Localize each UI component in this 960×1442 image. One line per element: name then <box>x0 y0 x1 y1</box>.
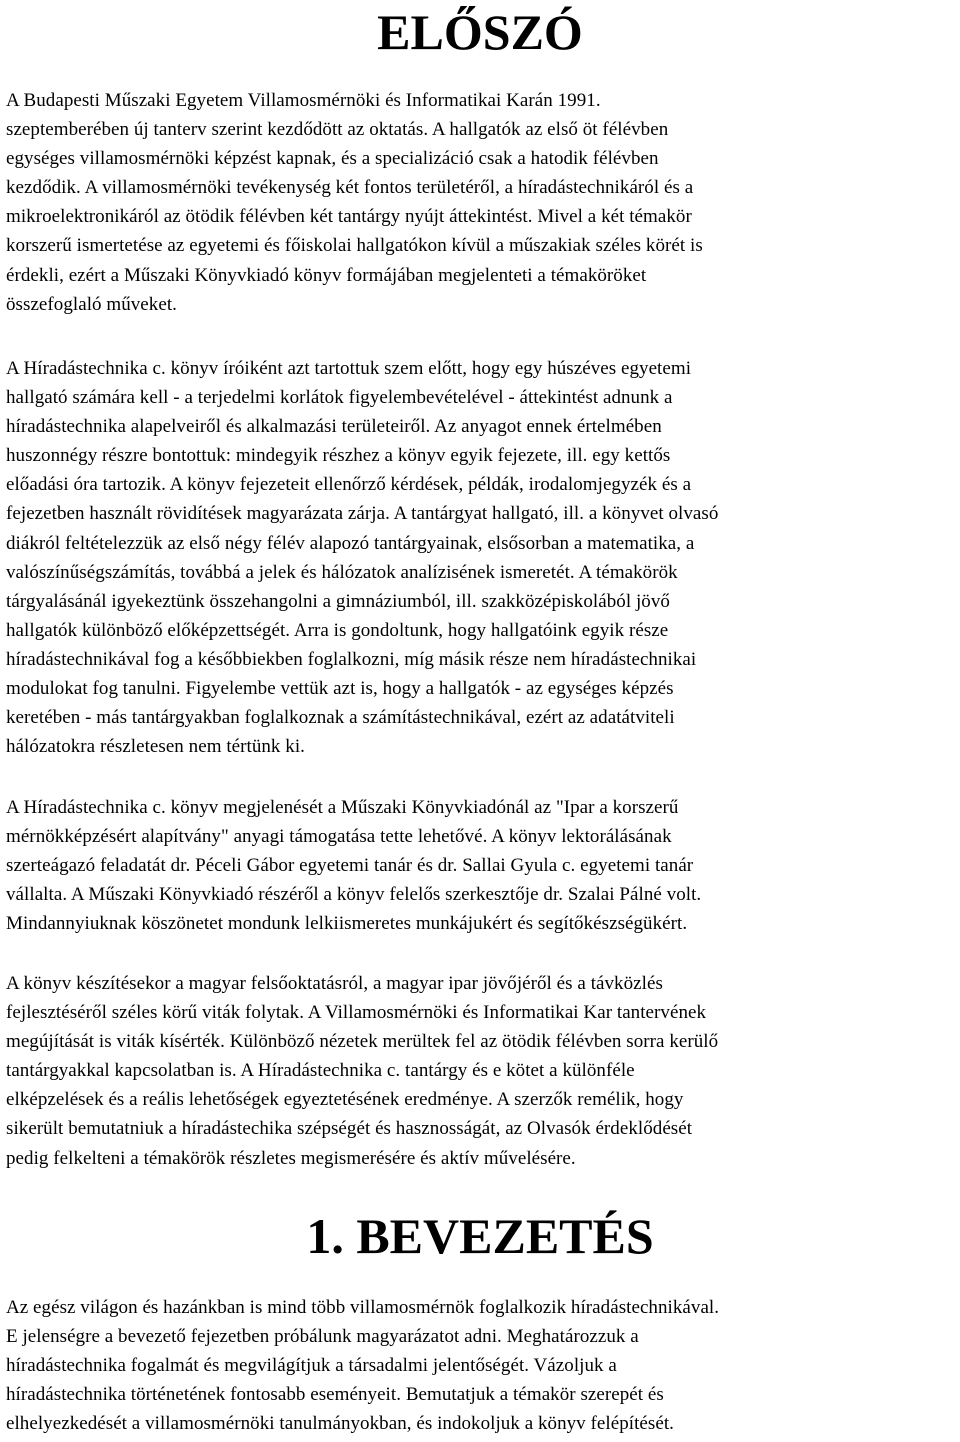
preface-paragraph-1: A Budapesti Műszaki Egyetem Villamosmérnöki és Informatikai Karán 1991. szeptemberében új tanterv szerint kezdődött az oktatás. A hallgatók az első öt félévben egységes villamosmérnöki képzést kapnak, és a specializáció csak a hatodik félévben kezdődik. A villamosmérnöki tevékenység két fontos területéről, a híradástechnikáról és a mikroelektronikáról az ötödik félévben két tantárgy nyújt áttekintést. Mivel a két témakör korszerű ismertetése az egyetemi és főiskolai hallgatókon kívül a műszakiak széles körét is érdekli, ezért a Műszaki Könyvkiadó könyv formájában megjelenteti a témaköröket összefoglaló műveket. <box>6 90 703 315</box>
chapter-1-heading: 1. BEVEZETÉS <box>306 1208 654 1264</box>
preface-paragraph-2: A Híradástechnika c. könyv íróiként azt tartottuk szem előtt, hogy egy húszéves egyetemi hallgató számára kell - a terjedelmi korlátok figyelembevételével - áttekintést adnunk a híradástechnika alapelveiről és alkalmazási területeiről. Az anyagot ennek értelmében huszonnégy részre bontottuk: mindegyik részhez a könyv egyik fejezete, ill. egy kettős előadási óra tartozik. A könyv fejezeteit ellenőrző kérdések, példák, irodalomjegyzék és a fejezetben használt rövidítések magyarázata zárja. A tantárgyat hallgató, ill. a könyvet olvasó diákról feltételezzük az első négy félév alapozó tantárgyainak, elsősorban a matematika, a valószínűségszámítás, továbbá a jelek és hálózatok analízisének ismeretét. A témakörök tárgyalásánál igyekeztünk összehangolni a gimnáziumból, ill. szakközépiskolából jövő hallgatók különböző előképzettségét. Arra is gondoltunk, hogy hallgatóink egyik része híradástechnikával fog a későbbiekben foglalkozni, míg másik része nem híradástechnikai modulokat fog tanulni. Figyelembe vettük azt is, hogy a hallgatók - az egységes képzés keretében - más tantárgyakban foglalkoznak a számítástechnikával, ezért az adatátviteli hálózatokra részletesen nem tértünk ki. <box>6 358 719 758</box>
preface-paragraph-3: A Híradástechnika c. könyv megjelenését a Műszaki Könyvkiadónál az "Ipar a korszerű mérnökképzésért alapítvány" anyagi támogatása tette lehetővé. A könyv lektorálásának szerteágazó feladatát dr. Péceli Gábor egyetemi tanár és dr. Sallai Gyula c. egyetemi tanár vállalta. A Műszaki Könyvkiadó részéről a könyv felelős szerkesztője dr. Szalai Pálné volt. Mindannyiuknak köszönetet mondunk lelkiismeretes munkájukért és segítőkészségükért. <box>6 797 702 935</box>
preface-heading: ELŐSZÓ <box>377 4 583 60</box>
chapter-1-paragraph-1: Az egész világon és hazánkban is mind több villamosmérnök foglalkozik híradástechnikával. E jelenségre a bevezető fejezetben próbálunk magyarázatot adni. Meghatározzuk a híradástechnika fogalmát és megvilágítjuk a társadalmi jelentőségét. Vázoljuk a híradástechnika történetének fontosabb eseményeit. Bemutatjuk a témakör szerepét és elhelyezkedését a villamosmérnöki tanulmányokban, és indokoljuk a könyv felépítését. <box>6 1297 720 1435</box>
preface-paragraph-4: A könyv készítésekor a magyar felsőoktatásról, a magyar ipar jövőjéről és a távközlés fejlesztéséről széles körű viták folytak. A Villamosmérnöki és Informatikai Kar tantervének megújítását is viták kísérték. Különböző nézetek merültek fel az ötödik félévben sorra kerülő tantárgyakkal kapcsolatban is. A Híradástechnika c. tantárgy és e kötet a különféle elképzelések és a reális lehetőségek egyeztetésének eredménye. A szerzők remélik, hogy sikerült bemutatniuk a híradástechika szépségét és hasznosságát, az Olvasók érdeklődését pedig felkelteni a témakörök részletes megismerésére és aktív művelésére. <box>6 973 719 1169</box>
